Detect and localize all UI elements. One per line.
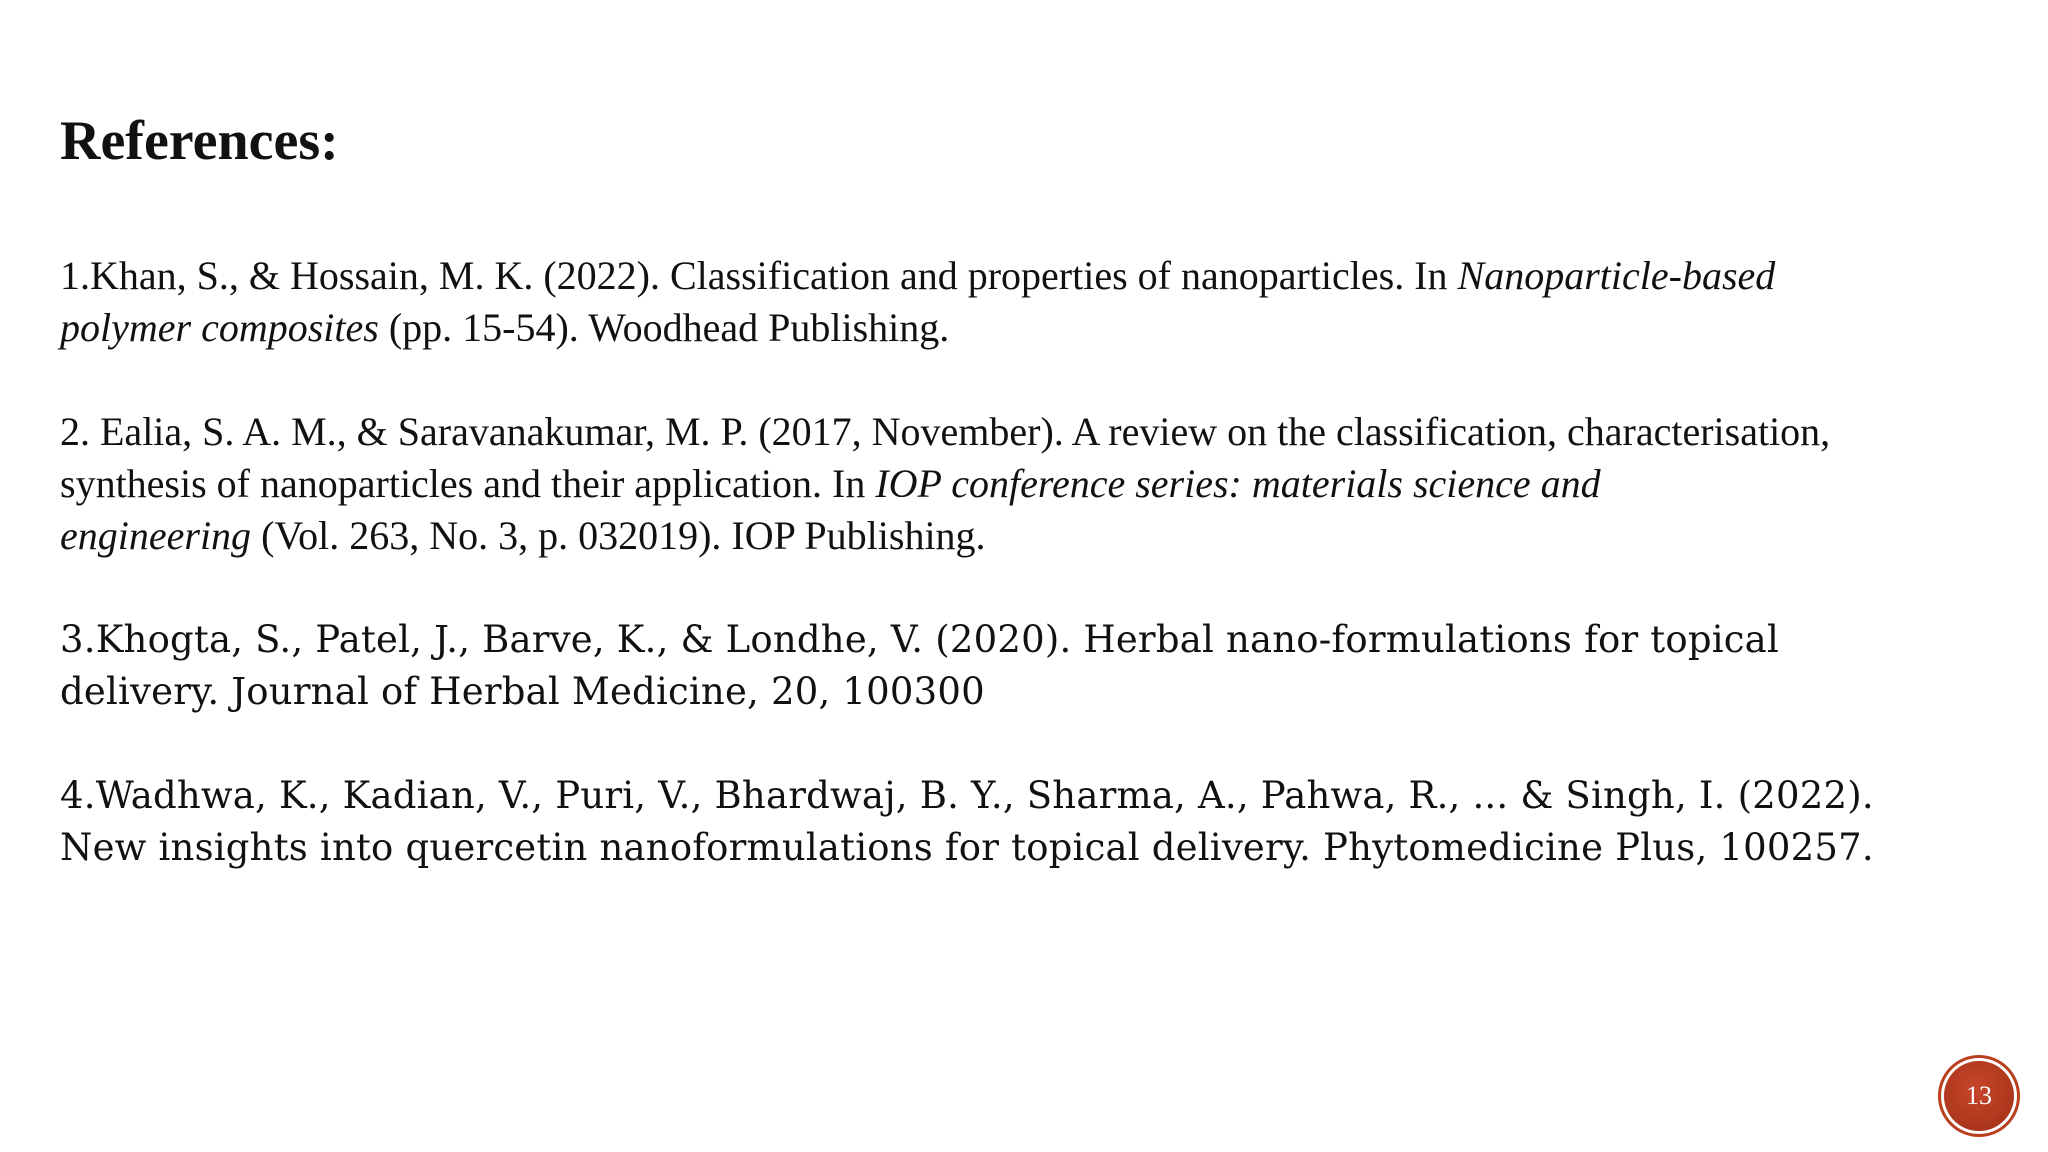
slide-title: References: bbox=[60, 110, 339, 172]
reference-item-3 bbox=[60, 614, 2000, 718]
reference-text: (Vol. 263, No. 3, p. 032019). IOP Publishing. bbox=[251, 513, 986, 558]
reference-item-4 bbox=[60, 770, 2000, 874]
reference-proceedings-title: IOP conference series: materials science and bbox=[875, 461, 1601, 506]
reference-list bbox=[60, 250, 2000, 926]
reference-line: 4.Wadhwa, K., Kadian, V., Puri, V., Bhardwaj, B. Y., Sharma, A., Pahwa, R., ... & Singh, I. (2022). bbox=[60, 774, 1874, 817]
reference-text: 1.Khan, S., & Hossain, M. K. (2022). Classification and properties of nanoparticles. In bbox=[60, 253, 1458, 298]
page-number: 13 bbox=[1966, 1081, 1992, 1110]
reference-text: (pp. 15-54). Woodhead Publishing. bbox=[378, 305, 950, 350]
reference-proceedings-title: engineering bbox=[60, 513, 252, 558]
reference-item-2 bbox=[60, 406, 2000, 562]
reference-line bbox=[60, 302, 2000, 354]
reference-line: 2. Ealia, S. A. M., & Saravanakumar, M. P. (2017, November). A review on the classification, characterisation, bbox=[60, 409, 1831, 454]
reference-line bbox=[60, 250, 2000, 302]
reference-line bbox=[60, 458, 2000, 510]
reference-line: delivery. Journal of Herbal Medicine, 20, 100300 bbox=[60, 670, 985, 713]
reference-line bbox=[60, 510, 2000, 562]
reference-line: 3.Khogta, S., Patel, J., Barve, K., & Londhe, V. (2020). Herbal nano-formulations for topical bbox=[60, 618, 1779, 661]
reference-book-title: Nanoparticle-based bbox=[1457, 253, 1776, 298]
reference-item-1 bbox=[60, 250, 2000, 354]
page-number-badge bbox=[1944, 1061, 2014, 1131]
reference-line: New insights into quercetin nanoformulations for topical delivery. Phytomedicine Plus, 100257. bbox=[60, 826, 1874, 869]
reference-text: synthesis of nanoparticles and their application. In bbox=[60, 461, 876, 506]
reference-book-title: polymer composites bbox=[60, 305, 379, 350]
